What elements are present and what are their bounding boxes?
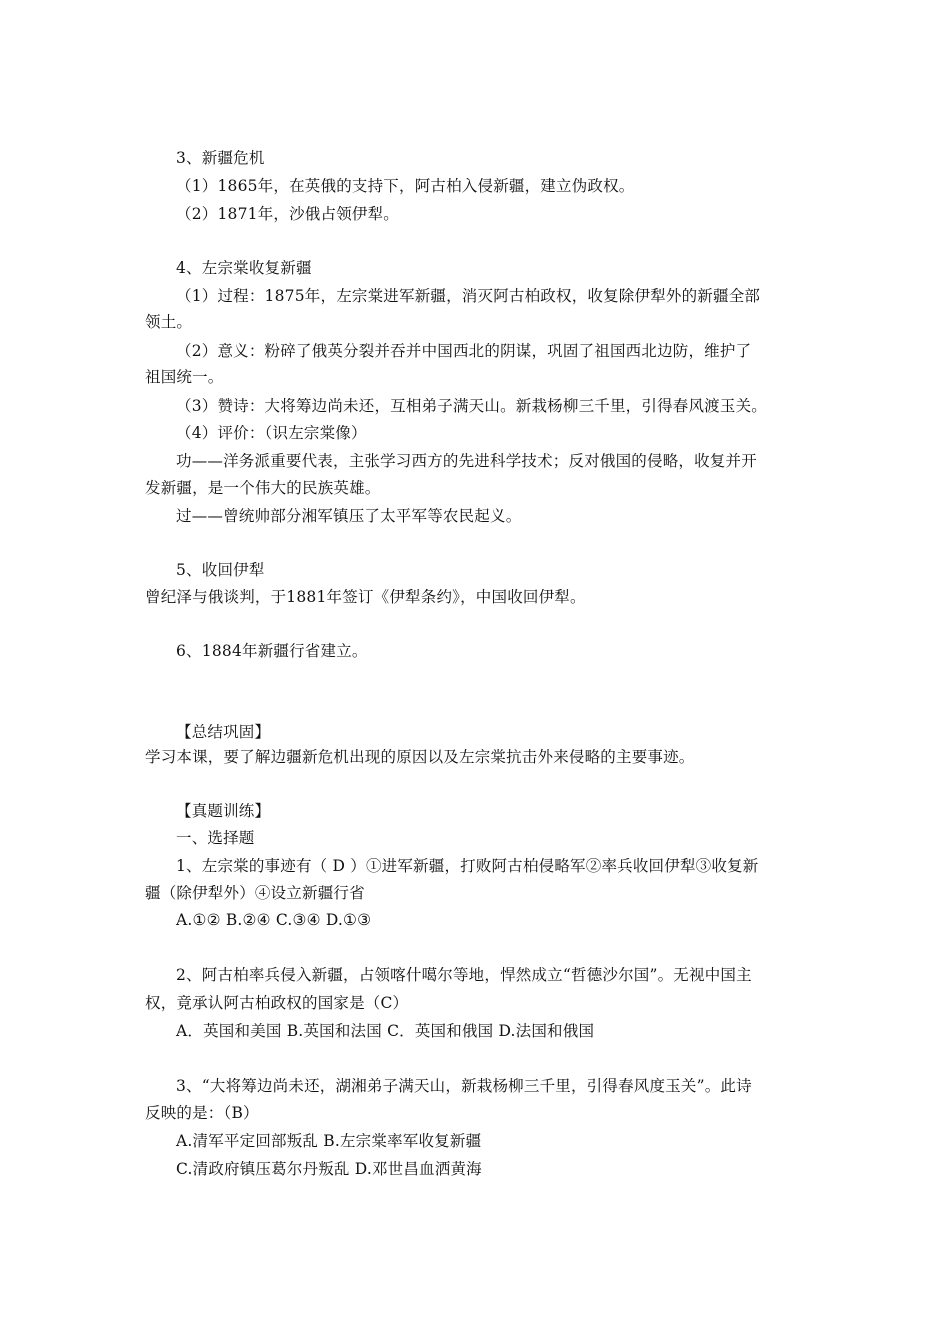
question-2-cont: 权，竟承认阿古柏政权的国家是（C） — [145, 994, 409, 1012]
paragraph: （2）1871年，沙俄占领伊犁。 — [176, 205, 400, 223]
question-2: 2、阿古柏率兵侵入新疆，占领喀什噶尔等地，悍然成立“哲德沙尔国”。无视中国主 — [176, 966, 752, 984]
paragraph: （2）意义：粉碎了俄英分裂并吞并中国西北的阴谋，巩固了祖国西北边防，维护了 — [176, 342, 752, 360]
paragraph: 发新疆，是一个伟大的民族英雄。 — [145, 479, 381, 497]
question-2-options: A．英国和美国 B.英国和法国 C．英国和俄国 D.法国和俄国 — [176, 1022, 595, 1040]
question-3-options-a: A.清军平定回部叛乱 B.左宗棠率军收复新疆 — [176, 1132, 482, 1150]
section-title: 5、收回伊犁 — [176, 561, 265, 579]
question-3-options-b: C.清政府镇压葛尔丹叛乱 D.邓世昌血洒黄海 — [176, 1160, 482, 1178]
practice-heading: 【真题训练】 — [176, 802, 271, 820]
question-3: 3、“大将筹边尚未还，湖湘弟子满天山，新栽杨柳三千里，引得春风度玉关”。此诗 — [176, 1077, 752, 1095]
paragraph: 曾纪泽与俄谈判，于1881年签订《伊犁条约》，中国收回伊犁。 — [145, 588, 586, 606]
summary-heading: 【总结巩固】 — [176, 723, 271, 741]
question-1-cont: 疆（除伊犁外）④设立新疆行省 — [145, 884, 365, 902]
paragraph: （4）评价：（识左宗棠像） — [176, 424, 367, 442]
paragraph: （3）赞诗：大将筹边尚未还，互相弟子满天山。新栽杨柳三千里，引得春风渡玉关。 — [176, 397, 767, 415]
section-title: 4、左宗棠收复新疆 — [176, 259, 312, 277]
section-title: 3、新疆危机 — [176, 149, 265, 167]
paragraph: 祖国统一。 — [145, 368, 224, 386]
paragraph: 过——曾统帅部分湘军镇压了太平军等农民起义。 — [176, 507, 522, 525]
paragraph: 功——洋务派重要代表，主张学习西方的先进科学技术；反对俄国的侵略，收复并开 — [176, 452, 757, 470]
practice-subheading: 一、选择题 — [176, 829, 255, 847]
question-3-cont: 反映的是：（B） — [145, 1104, 259, 1122]
section-title: 6、1884年新疆行省建立。 — [176, 642, 368, 660]
question-1: 1、左宗棠的事迹有（ D ）①进军新疆，打败阿古柏侵略军②率兵收回伊犁③收复新 — [176, 857, 759, 875]
question-1-options: A.①② B.②④ C.③④ D.①③ — [176, 911, 372, 929]
summary-text: 学习本课，要了解边疆新危机出现的原因以及左宗棠抗击外来侵略的主要事迹。 — [145, 748, 695, 766]
paragraph: 领土。 — [145, 313, 193, 331]
paragraph: （1）1865年，在英俄的支持下，阿古柏入侵新疆，建立伪政权。 — [176, 177, 635, 195]
paragraph: （1）过程：1875年，左宗棠进军新疆，消灭阿古柏政权，收复除伊犁外的新疆全部 — [176, 287, 761, 305]
